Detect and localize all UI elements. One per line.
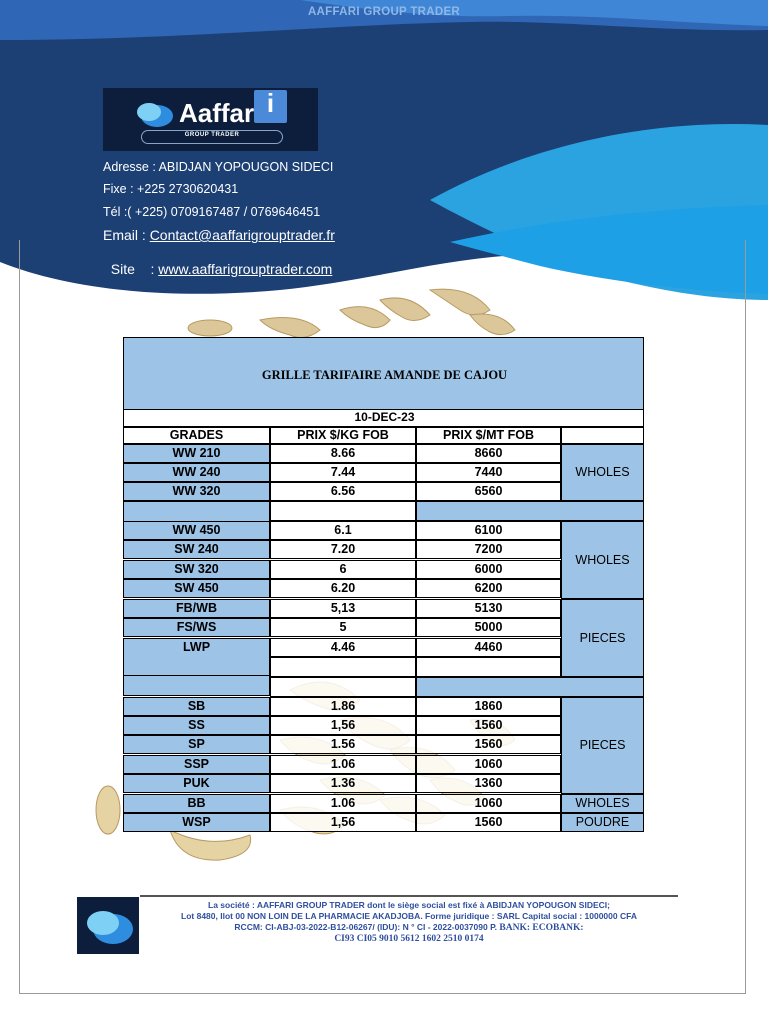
grade-cell-15 [123,794,270,813]
price-mt-cell-7-text: 5130 [474,601,503,615]
header-grades-text: GRADES [169,428,224,442]
grade-cell-12 [123,735,270,754]
grade-cell-13-text: SSP [183,757,209,771]
price-mt-cell-12-text: 1560 [474,737,503,751]
price-mt-cell-13 [416,755,561,774]
price-mt-cell-15 [416,794,561,813]
price-kg-cell-11 [270,716,416,735]
table-date-row [123,410,644,427]
price-mt-cell-14-text: 1360 [474,776,503,790]
spacer-kg-1 [270,501,416,521]
price-mt-cell-2-text: 6560 [474,484,503,498]
price-kg-cell-16 [270,813,416,832]
price-kg-cell-6 [270,579,416,598]
price-kg-cell-4-text: 7.20 [330,542,356,556]
grade-cell-8 [123,618,270,637]
price-kg-cell-9-text: 4.46 [330,640,356,654]
price-mt-cell-2 [416,482,561,501]
footer-rccm: RCCM: CI-ABJ-03-2022-B12-06267/ (IDU): N ° CI - 2022-0037090 P. [234,922,500,932]
price-kg-cell-11-text: 1,56 [330,718,356,732]
price-kg-cell-14-text: 1.36 [330,776,356,790]
lwp-kg-extra [270,657,416,677]
table-title: GRILLE TARIFAIRE AMANDE DE CAJOU [261,368,508,382]
price-kg-cell-2-text: 6.56 [330,484,356,498]
grade-cell-9-text: LWP [182,640,211,654]
grade-cell-11 [123,716,270,735]
price-kg-cell-3 [270,521,416,540]
footer-logo-mark-icon [83,907,135,947]
grade-cell-16 [123,813,270,832]
grade-cell-7-text: FB/WB [176,601,217,615]
price-mt-cell-1 [416,463,561,482]
footer-line-4: CI93 CI05 9010 5612 1602 2510 0174 [334,934,484,944]
price-mt-cell-16-text: 1560 [474,815,503,829]
grade-cell-10 [123,697,270,716]
grade-cell-16-text: WSP [182,815,211,829]
price-kg-cell-0 [270,444,416,463]
spacer-mt-3 [416,677,644,697]
price-mt-cell-9-text: 4460 [474,640,503,654]
price-kg-cell-6-text: 6.20 [330,581,356,595]
grade-cell-9 [123,638,270,676]
logo-tagline: GROUP TRADER [184,132,240,138]
price-mt-cell-3 [416,521,561,540]
grade-cell-15-text: BB [187,796,206,810]
grade-cell-14 [123,774,270,793]
price-mt-cell-16 [416,813,561,832]
category-wholes-1-text: WHOLES [575,465,630,479]
category-wholes-3-text: WHOLES [575,796,630,810]
logo-mark-icon [135,100,175,130]
price-kg-cell-1 [270,463,416,482]
price-mt-cell-10-text: 1860 [474,699,503,713]
footer-logo [77,897,139,954]
price-kg-cell-8 [270,618,416,637]
table-title-row [123,337,644,410]
price-mt-cell-5 [416,560,561,579]
grade-cell-6 [123,579,270,598]
header-prix-mt-text: PRIX $/MT FOB [443,428,534,442]
price-mt-cell-11-text: 1560 [474,718,503,732]
grade-cell-3 [123,521,270,540]
header-prix-mt [416,427,561,444]
price-kg-cell-12 [270,735,416,754]
category-pieces-2-text: PIECES [579,738,626,752]
header-grades [123,427,270,444]
price-kg-cell-12-text: 1.56 [330,737,356,751]
price-mt-cell-10 [416,697,561,716]
grade-cell-1 [123,463,270,482]
grade-cell-0 [123,444,270,463]
footer-line-3 [140,922,678,933]
price-mt-cell-7 [416,599,561,618]
price-kg-cell-16-text: 1,56 [330,815,356,829]
grade-cell-5-text: SW 320 [174,562,219,576]
grade-cell-10-text: SB [187,699,206,713]
category-wholes-1 [561,444,644,501]
table-date: 10-DEC-23 [354,410,415,424]
category-pieces-1 [561,599,644,677]
category-pieces-2 [561,697,644,794]
price-mt-cell-6 [416,579,561,598]
logo-tagline-pill [141,130,283,144]
price-kg-cell-10 [270,697,416,716]
logo-brand-i: i [266,88,275,118]
grade-cell-6-text: SW 450 [174,581,219,595]
grade-cell-4-text: SW 240 [174,542,219,556]
logo-brand-text: Aaffar [179,98,255,128]
grade-cell-4 [123,540,270,559]
contact-fixe: Fixe : +225 2730620431 [103,182,239,196]
price-kg-cell-15-text: 1.06 [330,796,356,810]
header-prix-kg-text: PRIX $/KG FOB [297,428,389,442]
logo-i-box [254,90,287,123]
contact-site-label: Site : [110,261,159,277]
contact-tel: Tél :( +225) 0709167487 / 0769646451 [103,205,321,219]
footer-line-1: La société : AAFFARI GROUP TRADER dont le siège social est fixé à ABIDJAN YOPOUGON SIDECI; [208,900,610,910]
price-mt-cell-11 [416,716,561,735]
price-mt-cell-8 [416,618,561,637]
price-kg-cell-2 [270,482,416,501]
price-mt-cell-13-text: 1060 [474,757,503,771]
category-pieces-1-text: PIECES [579,631,626,645]
price-mt-cell-14 [416,774,561,793]
price-kg-cell-3-text: 6.1 [334,523,352,537]
grade-cell-3-text: WW 450 [172,523,221,537]
grade-cell-2-text: WW 320 [172,484,221,498]
grade-cell-0-text: WW 210 [172,446,221,460]
price-mt-cell-4 [416,540,561,559]
spacer-kg-3 [270,677,416,697]
price-mt-cell-5-text: 6000 [474,562,503,576]
category-wholes-3 [561,794,644,813]
price-kg-cell-9 [270,638,416,657]
price-mt-cell-0 [416,444,561,463]
grade-cell-7 [123,599,270,618]
banner-title: AAFFARI GROUP TRADER [307,6,461,18]
price-mt-cell-8-text: 5000 [474,620,503,634]
price-kg-cell-1-text: 7.44 [330,465,356,479]
category-poudre [561,813,644,832]
grade-cell-12-text: SP [188,737,205,751]
spacer-mt-1 [416,501,644,521]
grade-cell-2 [123,482,270,501]
price-kg-cell-5-text: 6 [339,562,347,576]
price-kg-cell-13 [270,755,416,774]
price-mt-cell-4-text: 7200 [474,542,503,556]
price-kg-cell-5 [270,560,416,579]
price-mt-cell-9 [416,638,561,657]
price-kg-cell-0-text: 8.66 [330,446,356,460]
grade-cell-11-text: SS [188,718,205,732]
category-wholes-2-text: WHOLES [575,553,630,567]
contact-email-link[interactable]: Contact@aaffarigrouptrader.fr [149,227,335,243]
price-kg-cell-4 [270,540,416,559]
price-mt-cell-3-text: 6100 [474,523,503,537]
company-logo [103,88,318,151]
footer-bank: BANK: ECOBANK: [499,923,584,933]
footer-divider [140,895,678,897]
footer-line-2: Lot 8480, Ilot 00 NON LOIN DE LA PHARMACIE AKADJOBA. Forme juridique : SARL Capital social : 1000000 CFA [181,911,637,921]
grade-cell-13 [123,755,270,774]
price-kg-cell-13-text: 1.06 [330,757,356,771]
grade-cell-5 [123,560,270,579]
contact-email-label: Email : [103,227,150,243]
price-mt-cell-1-text: 7440 [474,465,503,479]
price-mt-cell-12 [416,735,561,754]
category-poudre-text: POUDRE [575,815,630,829]
price-kg-cell-10-text: 1.86 [330,699,356,713]
header-category [561,427,644,444]
price-mt-cell-0-text: 8660 [474,446,503,460]
grade-cell-8-text: FS/WS [176,620,217,634]
price-kg-cell-7 [270,599,416,618]
grade-cell-14-text: PUK [183,776,210,790]
lwp-mt-extra [416,657,561,677]
header-prix-kg [270,427,416,444]
price-kg-cell-8-text: 5 [339,620,347,634]
grade-cell-1-text: WW 240 [172,465,221,479]
price-mt-cell-15-text: 1060 [474,796,503,810]
contact-site-link[interactable]: www.aaffarigrouptrader.com [158,261,333,277]
contact-address: Adresse : ABIDJAN YOPOUGON SIDECI [103,160,334,174]
price-kg-cell-15 [270,794,416,813]
price-kg-cell-14 [270,774,416,793]
price-mt-cell-6-text: 6200 [474,581,503,595]
price-kg-cell-7-text: 5,13 [330,601,356,615]
category-wholes-2 [561,521,644,599]
